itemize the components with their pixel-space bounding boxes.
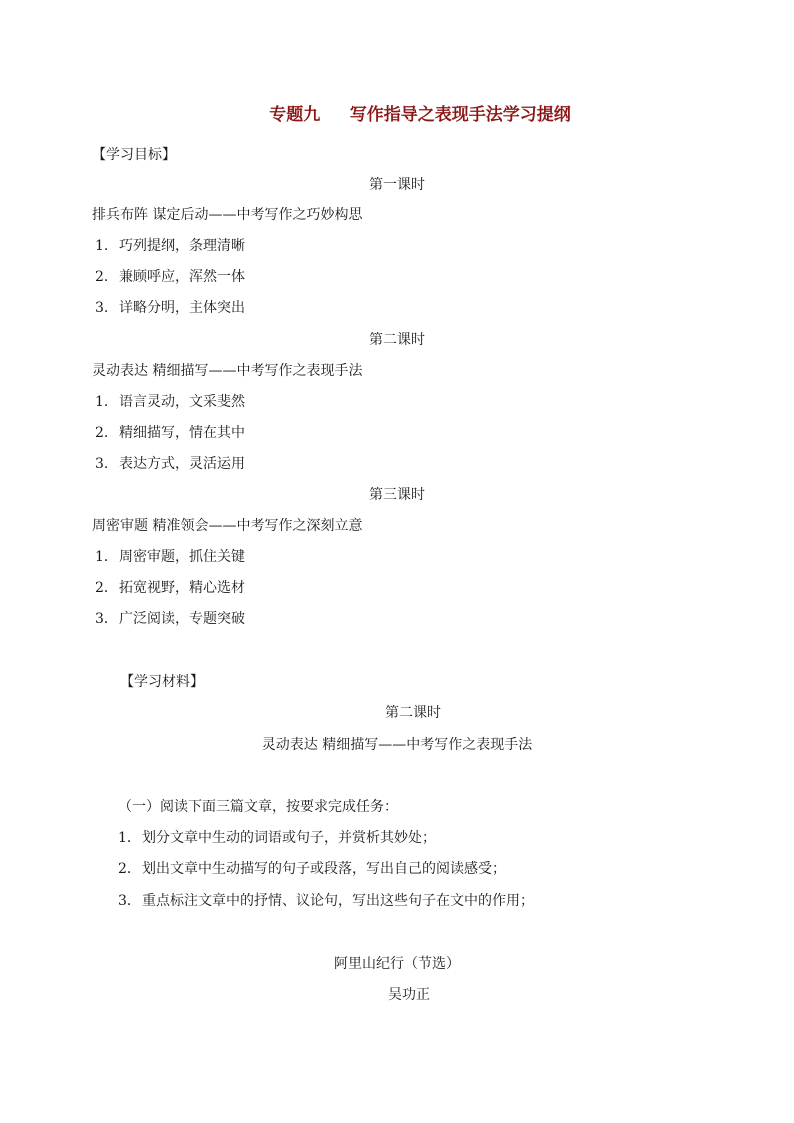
item-text: 精细描写，情在其中 (119, 425, 245, 441)
materials-theme: 灵动表达 精细描写——中考写作之表现手法 (261, 737, 533, 753)
task-intro: （一）阅读下面三篇文章，按要求完成任务： (118, 799, 398, 815)
item-number: 3． (118, 893, 141, 909)
lesson1-heading: 第一课时 (369, 177, 425, 193)
item-text: 划分文章中生动的词语或句子，并赏析其妙处； (142, 830, 436, 846)
item-text: 巧列提纲，条理清晰 (119, 238, 245, 254)
item-number: 1． (95, 549, 118, 565)
lesson3-theme: 周密审题 精准领会——中考写作之深刻立意 (92, 518, 363, 534)
item-text: 兼顾呼应，浑然一体 (119, 269, 245, 285)
page-title: 专题九 写作指导之表现手法学习提纲 (269, 105, 571, 125)
article-title: 阿里山纪行（节选） (334, 956, 460, 972)
item-number: 3． (95, 611, 118, 627)
item-text: 拓宽视野，精心选材 (119, 580, 245, 596)
lesson3-item (95, 548, 245, 566)
lesson1-item (95, 268, 245, 286)
item-number: 3. (95, 300, 109, 316)
lesson3-item (95, 579, 245, 597)
lesson3-item (95, 610, 245, 628)
lesson3-heading: 第三课时 (369, 487, 425, 503)
lesson1-item (95, 237, 245, 255)
lesson2-item (95, 455, 245, 473)
goals-heading: 【学习目标】 (92, 147, 176, 163)
item-text: 语言灵动，文采斐然 (119, 394, 245, 410)
item-number: 2. (95, 269, 109, 285)
item-number: 2. (95, 425, 109, 441)
lesson2-item (95, 424, 245, 442)
item-text: 表达方式，灵活运用 (119, 456, 245, 472)
task-item (118, 860, 506, 878)
lesson2-item (95, 393, 245, 411)
item-text: 详略分明，主体突出 (119, 300, 245, 316)
lesson2-theme: 灵动表达 精细描写——中考写作之表现手法 (92, 363, 363, 379)
item-number: 1. (95, 238, 109, 254)
task-item (118, 892, 534, 910)
materials-lesson-heading: 第二课时 (385, 705, 441, 721)
materials-heading: 【学习材料】 (120, 674, 204, 690)
item-text: 划出文章中生动描写的句子或段落，写出自己的阅读感受； (142, 861, 506, 877)
item-number: 1． (118, 830, 141, 846)
item-number: 2． (118, 861, 141, 877)
lesson1-item (95, 299, 245, 317)
item-text: 重点标注文章中的抒情、议论句，写出这些句子在文中的作用； (142, 893, 534, 909)
item-number: 3. (95, 456, 109, 472)
item-text: 广泛阅读，专题突破 (119, 611, 245, 627)
task-item (118, 829, 436, 847)
article-author: 吴功正 (388, 987, 430, 1003)
lesson1-theme: 排兵布阵 谋定后动——中考写作之巧妙构思 (92, 207, 363, 223)
item-number: 2． (95, 580, 118, 596)
lesson2-heading: 第二课时 (369, 332, 425, 348)
item-number: 1. (95, 394, 109, 410)
item-text: 周密审题，抓住关键 (119, 549, 245, 565)
